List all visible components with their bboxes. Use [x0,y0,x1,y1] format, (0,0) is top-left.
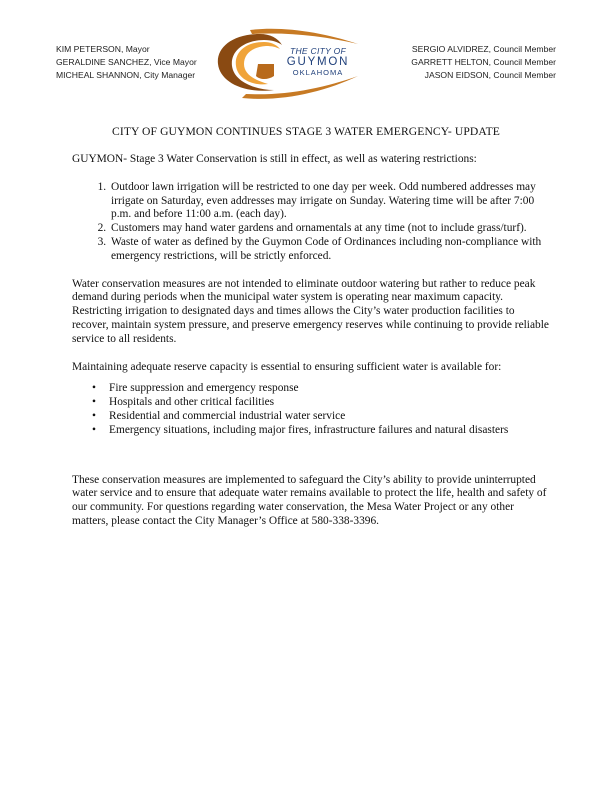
water-use-item [92,382,552,396]
official-council-3: JASON EIDSON, Council Member [424,70,556,81]
officials-left [56,43,197,83]
water-use-item [92,409,552,424]
restriction-item: 2. Customers may hand water gardens and ornamentals at any time (not to include grass/turf). [109,222,552,236]
city-logo [212,28,364,102]
water-use-text: Residential and commercial industrial water service [109,409,346,422]
bullet-icon: • [92,409,96,422]
water-use-item [92,396,552,410]
restriction-item: 3. Waste of water as defined by the Guymon Code of Ordinances including non-compliance with emergency restrictions, will be strictly enforced. [109,236,552,264]
closing-paragraph: These conservation measures are implemented to safeguard the City’s ability to provide uninterrupted water service and to ensure that adequate water remains available to protect the life, health and safety of our community. For questions regarding water conservation, the Mesa Water Project or any other matters, please contact the City Manager’s Office at 580-338-3396. [72,473,547,527]
water-uses-list [72,382,552,437]
official-vice-mayor: GERALDINE SANCHEZ, Vice Mayor [56,57,197,68]
intro-paragraph: GUYMON- Stage 3 Water Conservation is still in effect, as well as watering restrictions: [72,153,477,165]
restriction-item: 1. Outdoor lawn irrigation will be restricted to one day per week. Odd numbered addresses may irrigate on Saturday, even addresses may irrigate on Sunday. Watering time will be after 7:00 p.m. and before 11:00 a.m. (each day). [109,181,552,222]
logo-line-3: OKLAHOMA [292,68,344,77]
official-mayor: KIM PETERSON, Mayor [56,44,150,54]
officials-right [411,43,556,83]
bullet-icon: • [92,423,96,436]
official-council-1: SERGIO ALVIDREZ, Council Member [411,44,556,54]
bullet-icon: • [92,382,96,395]
logo-line-2: GUYMON [286,55,350,68]
bullet-icon: • [92,396,96,409]
logo-line-1: THE CITY OF [289,46,347,56]
water-use-text: Hospitals and other critical facilities [109,396,275,409]
document-body [72,153,552,529]
conservation-paragraph: Water conservation measures are not intended to eliminate outdoor watering but rather to reduce peak demand during periods when the municipal water system is operating near maximum capacity. Restricting irrigation to designated days and times allows the City’s water production facilities to recover, maintain system pressure, and preserve emergency reserves while continuing to provide reliable service to all residents. [72,277,549,345]
official-city-manager: MICHEAL SHANNON, City Manager [56,70,196,81]
reserve-paragraph: Maintaining adequate reserve capacity is essential to ensuring sufficient water is available for: [72,360,502,373]
logo-wordmark [278,47,358,77]
restrictions-list [72,181,552,264]
document-title: CITY OF GUYMON CONTINUES STAGE 3 WATER EMERGENCY- UPDATE [112,125,500,138]
official-council-2: GARRETT HELTON, Council Member [411,57,556,68]
water-use-text: Emergency situations, including major fires, infrastructure failures and natural disasters [109,423,509,436]
water-use-text: Fire suppression and emergency response [109,382,299,395]
water-use-item [92,423,552,438]
